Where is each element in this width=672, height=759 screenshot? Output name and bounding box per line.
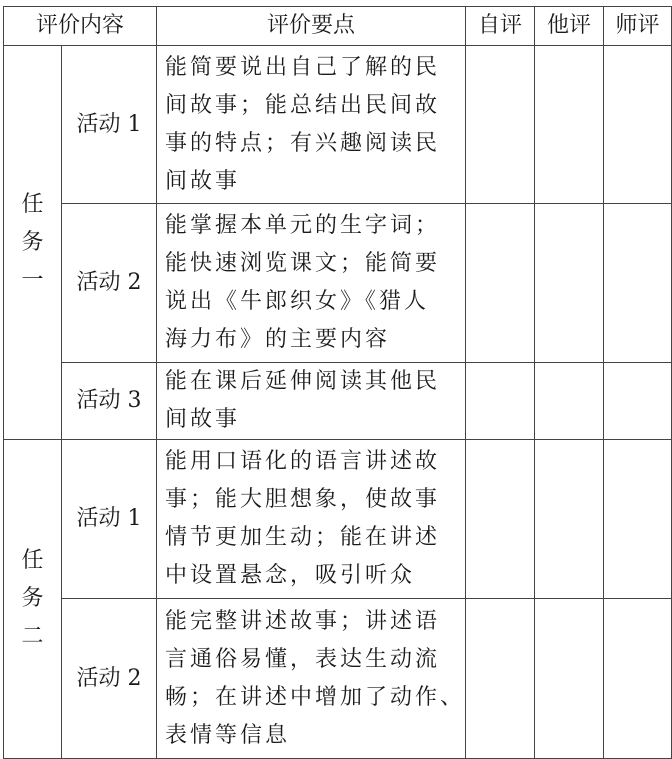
table-row [4, 599, 672, 759]
activity-label: 活动 2 [62, 599, 157, 759]
peer-score-cell[interactable] [535, 440, 604, 599]
activity-label: 活动 1 [62, 46, 157, 204]
table-row [4, 46, 672, 204]
teacher-score-cell[interactable] [604, 440, 672, 599]
header-content: 评价内容 [4, 7, 157, 46]
evaluation-point: 能简要说出自己了解的民 间故事；能总结出民间故 事的特点；有兴趣阅读民 间故事 [157, 46, 466, 204]
peer-score-cell[interactable] [535, 204, 604, 363]
evaluation-point: 能掌握本单元的生字词； 能快速浏览课文；能简要 说出《牛郎织女》《猎人 海力布》的主要内容 [157, 204, 466, 363]
table-row [4, 204, 672, 363]
evaluation-table [3, 6, 672, 759]
self-score-cell[interactable] [466, 46, 535, 204]
evaluation-point: 能完整讲述故事；讲述语 言通俗易懂，表达生动流 畅；在讲述中增加了动作、 表情等信息 [157, 599, 466, 759]
table-row [4, 440, 672, 599]
header-peer: 他评 [535, 7, 604, 46]
peer-score-cell[interactable] [535, 363, 604, 440]
header-row [4, 7, 672, 46]
header-points: 评价要点 [157, 7, 466, 46]
teacher-score-cell[interactable] [604, 204, 672, 363]
header-self: 自评 [466, 7, 535, 46]
task-2-label: 任 务 二 [4, 440, 62, 759]
teacher-score-cell[interactable] [604, 599, 672, 759]
teacher-score-cell[interactable] [604, 46, 672, 204]
evaluation-point: 能在课后延伸阅读其他民 间故事 [157, 363, 466, 440]
self-score-cell[interactable] [466, 363, 535, 440]
self-score-cell[interactable] [466, 599, 535, 759]
header-teacher: 师评 [604, 7, 672, 46]
activity-label: 活动 1 [62, 440, 157, 599]
table-row [4, 363, 672, 440]
evaluation-point: 能用口语化的语言讲述故 事；能大胆想象，使故事 情节更加生动；能在讲述 中设置悬念，吸引听众 [157, 440, 466, 599]
peer-score-cell[interactable] [535, 46, 604, 204]
self-score-cell[interactable] [466, 204, 535, 363]
task-1-label: 任 务 一 [4, 46, 62, 440]
activity-label: 活动 3 [62, 363, 157, 440]
activity-label: 活动 2 [62, 204, 157, 363]
self-score-cell[interactable] [466, 440, 535, 599]
peer-score-cell[interactable] [535, 599, 604, 759]
teacher-score-cell[interactable] [604, 363, 672, 440]
